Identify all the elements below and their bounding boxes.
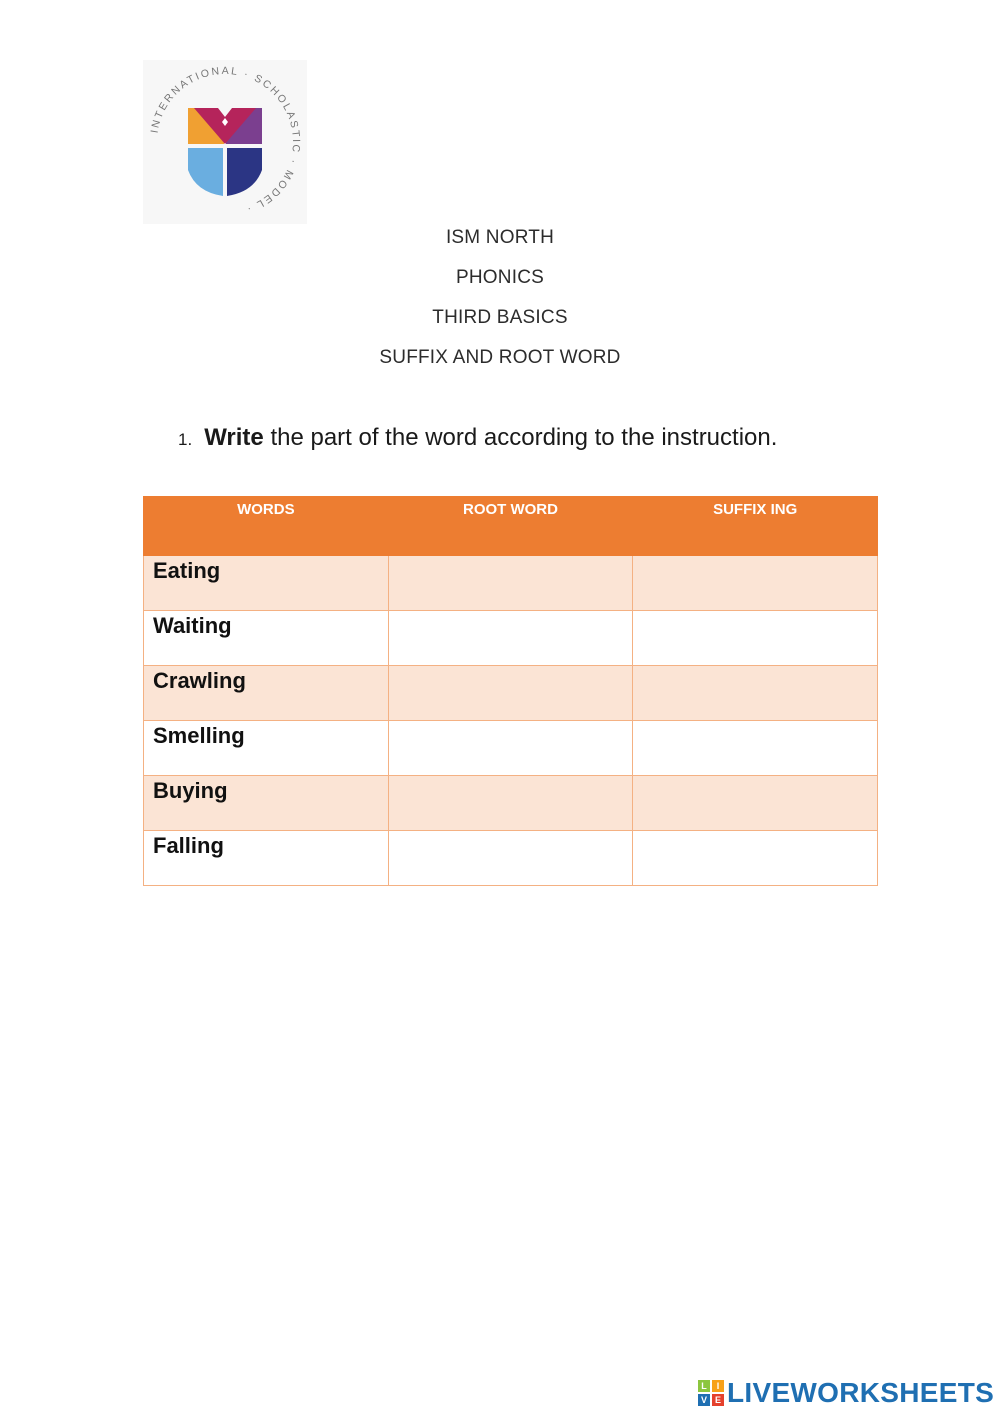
suffix-answer-cell[interactable] xyxy=(633,666,878,721)
root-word-answer-cell[interactable] xyxy=(388,556,633,611)
root-word-answer-cell[interactable] xyxy=(388,776,633,831)
word-cell: Falling xyxy=(144,831,389,886)
root-word-answer-cell[interactable] xyxy=(388,666,633,721)
word-cell: Waiting xyxy=(144,611,389,666)
word-cell: Eating xyxy=(144,556,389,611)
table-row xyxy=(144,831,878,886)
instruction-text: the part of the word according to the instruction. xyxy=(270,424,778,451)
school-logo xyxy=(143,60,307,224)
worksheet-header xyxy=(0,222,1000,382)
suffix-answer-cell[interactable] xyxy=(633,831,878,886)
school-name: ISM NORTH xyxy=(445,227,555,248)
instruction-verb: Write xyxy=(204,424,264,451)
svg-text:INTERNATIONAL · SCHOLASTIC · M: INTERNATIONAL · SCHOLASTIC · MODEL · xyxy=(148,64,303,216)
liveworksheets-brand xyxy=(698,1377,994,1409)
header-suffix-ing: SUFFIX ING xyxy=(633,497,878,556)
table-row xyxy=(144,776,878,831)
suffix-answer-cell[interactable] xyxy=(633,776,878,831)
header-words: WORDS xyxy=(144,497,389,556)
subject-name: PHONICS xyxy=(456,267,544,288)
header-root-word: ROOT WORD xyxy=(388,497,633,556)
worksheet-topic: SUFFIX AND ROOT WORD xyxy=(379,347,621,368)
word-cell: Smelling xyxy=(144,721,389,776)
liveworksheets-logo-icon: L I V E xyxy=(698,1380,724,1406)
suffix-table xyxy=(143,496,878,886)
suffix-answer-cell[interactable] xyxy=(633,611,878,666)
word-cell: Crawling xyxy=(144,666,389,721)
root-word-answer-cell[interactable] xyxy=(388,831,633,886)
word-cell: Buying xyxy=(144,776,389,831)
table-row xyxy=(144,666,878,721)
suffix-answer-cell[interactable] xyxy=(633,556,878,611)
ism-shield-logo-icon xyxy=(143,60,307,224)
instruction-line xyxy=(178,424,777,452)
table-header-row xyxy=(144,497,878,556)
brand-name: LIVEWORKSHEETS xyxy=(727,1377,995,1408)
table-row xyxy=(144,611,878,666)
root-word-answer-cell[interactable] xyxy=(388,611,633,666)
grade-level: THIRD BASICS xyxy=(432,307,568,328)
root-word-answer-cell[interactable] xyxy=(388,721,633,776)
table-row xyxy=(144,556,878,611)
suffix-answer-cell[interactable] xyxy=(633,721,878,776)
instruction-number: 1. xyxy=(178,430,193,449)
table-row xyxy=(144,721,878,776)
